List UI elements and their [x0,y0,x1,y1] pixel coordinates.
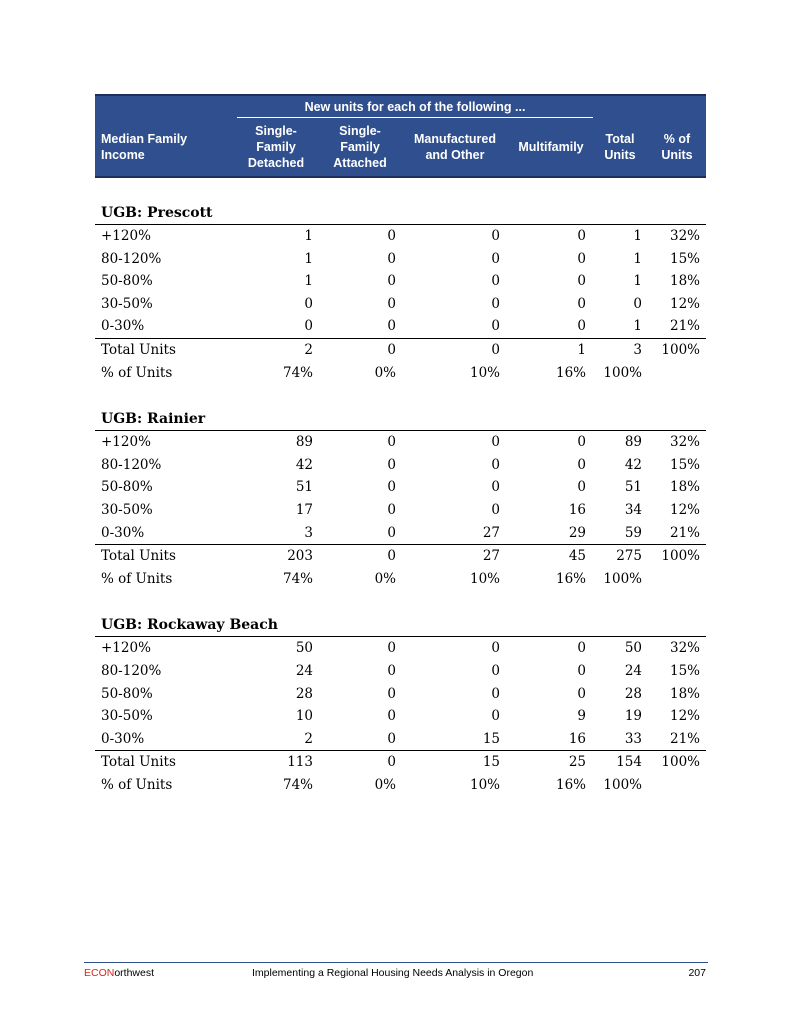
row-label: +120% [101,228,151,244]
cell-value: 1 [577,341,586,358]
cell-value: 0 [577,295,586,312]
cell-value: 3 [304,524,313,541]
cell-value: 0 [491,456,500,473]
cell-value: 42 [624,456,642,473]
header-sfa: Single- Family Attached [333,124,387,170]
cell-value: 0 [491,501,500,518]
housing-table [95,94,706,796]
cell-value: 0 [491,479,500,496]
cell-value: 100% [661,754,700,771]
cell-value: 0 [387,754,396,771]
cell-value: 12% [669,295,700,312]
cell-value: 0 [304,295,313,312]
page-footer [84,962,708,983]
cell-value: 29 [568,524,586,541]
cell-value: 10% [469,776,500,793]
header-income: Median Family Income [101,132,188,162]
cell-value: 100% [603,570,642,587]
row-label: 30-50% [101,501,153,518]
cell-value: 0 [491,341,500,358]
row-label: 80-120% [101,662,162,679]
cell-value: 0% [374,776,396,793]
cell-value: 0 [387,434,396,451]
row-label: % of Units [101,776,173,793]
cell-value: 45 [568,548,586,565]
cell-value: 10 [295,708,313,725]
header-span-rule [237,117,593,118]
footer-brand: ECONorthwest [84,967,155,979]
cell-value: 0 [491,662,500,679]
table-row [95,454,706,477]
cell-value: 0 [491,318,500,335]
cell-value: 113 [287,754,313,771]
cell-value: 27 [482,524,500,541]
cell-value: 89 [295,434,313,451]
table-row [95,293,706,316]
cell-value: 0 [304,318,313,335]
cell-value: 0 [387,295,396,312]
cell-value: 32% [669,228,700,244]
cell-value: 74% [282,776,313,793]
cell-value: 0 [387,730,396,747]
row-label: 30-50% [101,708,153,725]
cell-value: 0 [387,318,396,335]
cell-value: 0 [577,318,586,335]
row-label: 50-80% [101,479,153,496]
cell-value: 19 [624,708,642,725]
cell-value: 0 [577,273,586,290]
section-2 [95,614,706,796]
cell-value: 0 [577,662,586,679]
table-row [95,728,706,751]
row-label: Total Units [101,341,176,358]
table-body [95,202,706,796]
cell-value: 15 [482,754,500,771]
cell-value: 15 [482,730,500,747]
table-row [95,522,706,545]
cell-value: 42 [295,456,313,473]
cell-value: 1 [633,318,642,335]
cell-value: 21% [669,730,700,747]
cell-value: 12% [669,708,700,725]
cell-value: 34 [624,501,642,518]
cell-value: 33 [624,730,642,747]
cell-value: 1 [633,250,642,267]
cell-value: 25 [568,754,586,771]
row-label: Total Units [101,548,176,565]
row-label: 0-30% [101,318,145,335]
cell-value: 2 [304,341,313,358]
cell-value: 0 [577,434,586,451]
cell-value: 15% [669,250,700,267]
cell-value: 50 [295,640,313,657]
page-number: 207 [688,967,706,979]
cell-value: 0 [387,456,396,473]
cell-value: 0 [491,640,500,657]
cell-value: 0 [577,479,586,496]
cell-value: 275 [616,548,642,565]
cell-value: 0 [387,228,396,244]
cell-value: 0 [577,456,586,473]
cell-value: 1 [304,228,313,244]
section-title: UGB: Prescott [95,202,706,225]
row-label: 80-120% [101,456,162,473]
row-label: 0-30% [101,524,145,541]
cell-value: 0 [577,685,586,702]
cell-value: 100% [661,548,700,565]
cell-value: 0 [387,685,396,702]
cell-value: 28 [624,685,642,702]
cell-value: 0 [577,640,586,657]
cell-value: 16% [555,364,586,381]
cell-value: 16% [555,570,586,587]
cell-value: 32% [669,640,700,657]
cell-value: 0 [387,273,396,290]
row-label: 50-80% [101,685,153,702]
cell-value: 0 [577,250,586,267]
cell-value: 0 [491,434,500,451]
row-label: 30-50% [101,295,153,312]
cell-value: 28 [295,685,313,702]
cell-value: 3 [633,341,642,358]
section-title: UGB: Rockaway Beach [95,614,706,637]
cell-value: 1 [304,273,313,290]
cell-value: 0 [491,685,500,702]
table-row [95,315,706,338]
table-row [95,248,706,271]
cell-value: 9 [577,708,586,725]
cell-value: 16% [555,776,586,793]
percent-row [95,362,706,385]
table-row [95,225,706,248]
header-span-title: New units for each of the following ... [304,100,526,114]
cell-value: 21% [669,524,700,541]
cell-value: 10% [469,570,500,587]
table-row [95,270,706,293]
percent-row [95,568,706,591]
cell-value: 0 [387,250,396,267]
cell-value: 2 [304,730,313,747]
header-manufactured: Manufactured and Other [414,132,496,162]
table-header [95,94,706,178]
cell-value: 74% [282,570,313,587]
cell-value: 51 [624,479,642,496]
row-label: 50-80% [101,273,153,290]
cell-value: 100% [661,341,700,358]
header-sfd: Single- Family Detached [247,124,305,170]
cell-value: 16 [568,501,586,518]
cell-value: 0 [387,548,396,565]
cell-value: 15% [669,662,700,679]
cell-value: 0 [491,273,500,290]
table-row [95,431,706,454]
cell-value: 24 [624,662,642,679]
table-row [95,705,706,728]
row-label: Total Units [101,754,176,771]
total-row [95,338,706,362]
cell-value: 154 [616,754,642,771]
row-label: +120% [101,434,151,451]
cell-value: 15% [669,456,700,473]
table-row [95,637,706,660]
row-label: % of Units [101,364,173,381]
cell-value: 89 [624,434,642,451]
header-multifamily: Multifamily [518,140,584,154]
total-row [95,750,706,774]
cell-value: 0 [387,501,396,518]
cell-value: 51 [295,479,313,496]
cell-value: 0 [491,295,500,312]
cell-value: 16 [568,730,586,747]
cell-value: 21% [669,318,700,335]
row-label: % of Units [101,570,173,587]
cell-value: 100% [603,776,642,793]
table-row [95,683,706,706]
cell-value: 1 [304,250,313,267]
cell-value: 18% [669,685,700,702]
cell-value: 1 [633,273,642,290]
row-label: 80-120% [101,250,162,267]
cell-value: 0 [387,524,396,541]
cell-value: 0 [577,228,586,244]
total-row [95,544,706,568]
table-row [95,476,706,499]
cell-value: 0 [387,479,396,496]
cell-value: 59 [624,524,642,541]
section-title: UGB: Rainier [95,408,706,431]
cell-value: 12% [669,501,700,518]
cell-value: 10% [469,364,500,381]
row-label: +120% [101,640,151,657]
cell-value: 100% [603,364,642,381]
cell-value: 50 [624,640,642,657]
cell-value: 24 [295,662,313,679]
cell-value: 0 [387,341,396,358]
footer-doc-title: Implementing a Regional Housing Needs Analysis in Oregon [252,967,534,979]
cell-value: 0 [491,250,500,267]
cell-value: 0 [633,295,642,312]
cell-value: 203 [287,548,313,565]
cell-value: 18% [669,479,700,496]
cell-value: 0 [387,662,396,679]
cell-value: 0 [387,708,396,725]
cell-value: 18% [669,273,700,290]
section-0 [95,202,706,384]
cell-value: 32% [669,434,700,451]
header-pct: % of Units [661,132,693,162]
cell-value: 74% [282,364,313,381]
cell-value: 0% [374,570,396,587]
cell-value: 17 [295,501,313,518]
table-row [95,660,706,683]
percent-row [95,774,706,797]
cell-value: 1 [633,228,642,244]
header-total: Total Units [604,132,636,162]
row-label: 0-30% [101,730,145,747]
cell-value: 0 [491,228,500,244]
cell-value: 0% [374,364,396,381]
cell-value: 0 [491,708,500,725]
table-row [95,499,706,522]
cell-value: 0 [387,640,396,657]
cell-value: 27 [482,548,500,565]
section-1 [95,408,706,590]
